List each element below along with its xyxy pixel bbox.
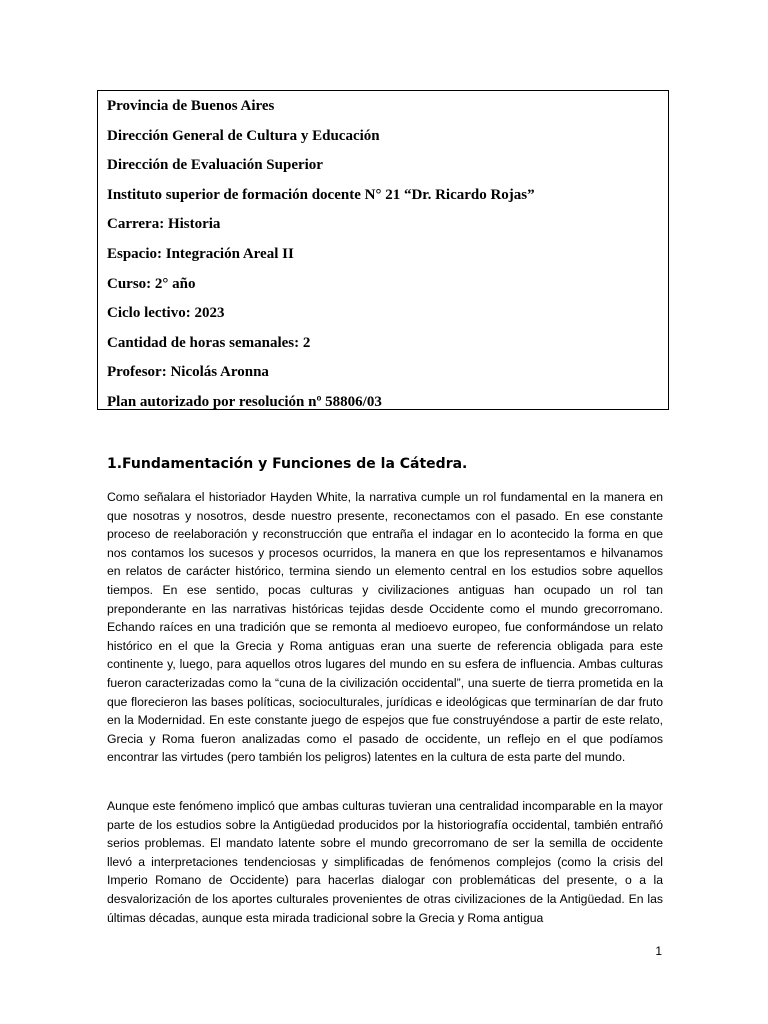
info-professor: Profesor: Nicolás Aronna (107, 364, 269, 381)
info-weekly-hours: Cantidad de horas semanales: 2 (107, 334, 311, 351)
info-directorate-evaluation: Dirección de Evaluación Superior (107, 157, 323, 174)
section-title: 1.Fundamentación y Funciones de la Cátedra. (107, 456, 468, 472)
info-career: Carrera: Historia (107, 216, 221, 233)
info-school-year: Ciclo lectivo: 2023 (107, 305, 225, 322)
info-directorate-culture-education: Dirección General de Cultura y Educación (107, 127, 380, 144)
institution-info-box (97, 90, 669, 410)
info-plan-resolution: Plan autorizado por resolución nº 58806/03 (107, 393, 382, 410)
paragraph-1: Como señalara el historiador Hayden White, la narrativa cumple un rol fundamental en la manera en que nosotras y nosotros, desde nuestro presente, reconectamos con el pasado. En ese constante proceso de reelaboración y reconstrucción que entraña el indagar en lo acontecido la forma en que nos contamos los sucesos y procesos ocurridos, la manera en que los representamos e hilvanamos en relatos de carácter histórico, termina siendo un elemento central en los estudios sobre aquellos tiempos. En ese sentido, pocas culturas y civilizaciones antiguas han ocupado un rol tan preponderante en las narrativas históricas tejidas desde Occidente como el mundo grecorromano. Echando raíces en una tradición que se remonta al medioevo europeo, fue conformándose un relato histórico en el que la Grecia y Roma antiguas eran una suerte de referencia obligada para este continente y, luego, para aquellos otros lugares del mundo en su esfera de influencia. Ambas culturas fueron caracterizadas como la “cuna de la civilización occidental”, una suerte de tierra prometida en la que florecieron las bases políticas, socioculturales, jurídicas e ideológicas que terminarían de dar fruto en la Modernidad. En este constante juego de espejos que fue construyéndose a partir de este relato, Grecia y Roma fueron analizadas como el pasado de occidente, un reflejo en el que podíamos encontrar las virtudes (pero también los peligros) latentes en la cultura de esta parte del mundo. (107, 490, 663, 765)
info-course: Curso: 2° año (107, 275, 196, 292)
info-province: Provincia de Buenos Aires (107, 98, 275, 114)
info-subject: Espacio: Integración Areal II (107, 245, 294, 262)
page-number: 1 (655, 944, 662, 958)
paragraph-2: Aunque este fenómeno implicó que ambas culturas tuvieran una centralidad incomparable en la mayor parte de los estudios sobre la Antigüedad producidos por la historiografía occidental, también entrañó serios problemas. El mandato latente sobre el mundo grecorromano de ser la semilla de occidente llevó a interpretaciones tendenciosas y simplificadas de fenómenos complejos (como la crisis del Imperio Romano de Occidente) para hacerlas dialogar con problemáticas del presente, o a la desvalorización de los aportes culturales provenientes de otras civilizaciones de la Antigüedad. En las últimas décadas, aunque esta mirada tradicional sobre la Grecia y Roma antigua (107, 799, 663, 925)
info-institute: Instituto superior de formación docente N° 21 “Dr. Ricardo Rojas” (107, 186, 535, 203)
